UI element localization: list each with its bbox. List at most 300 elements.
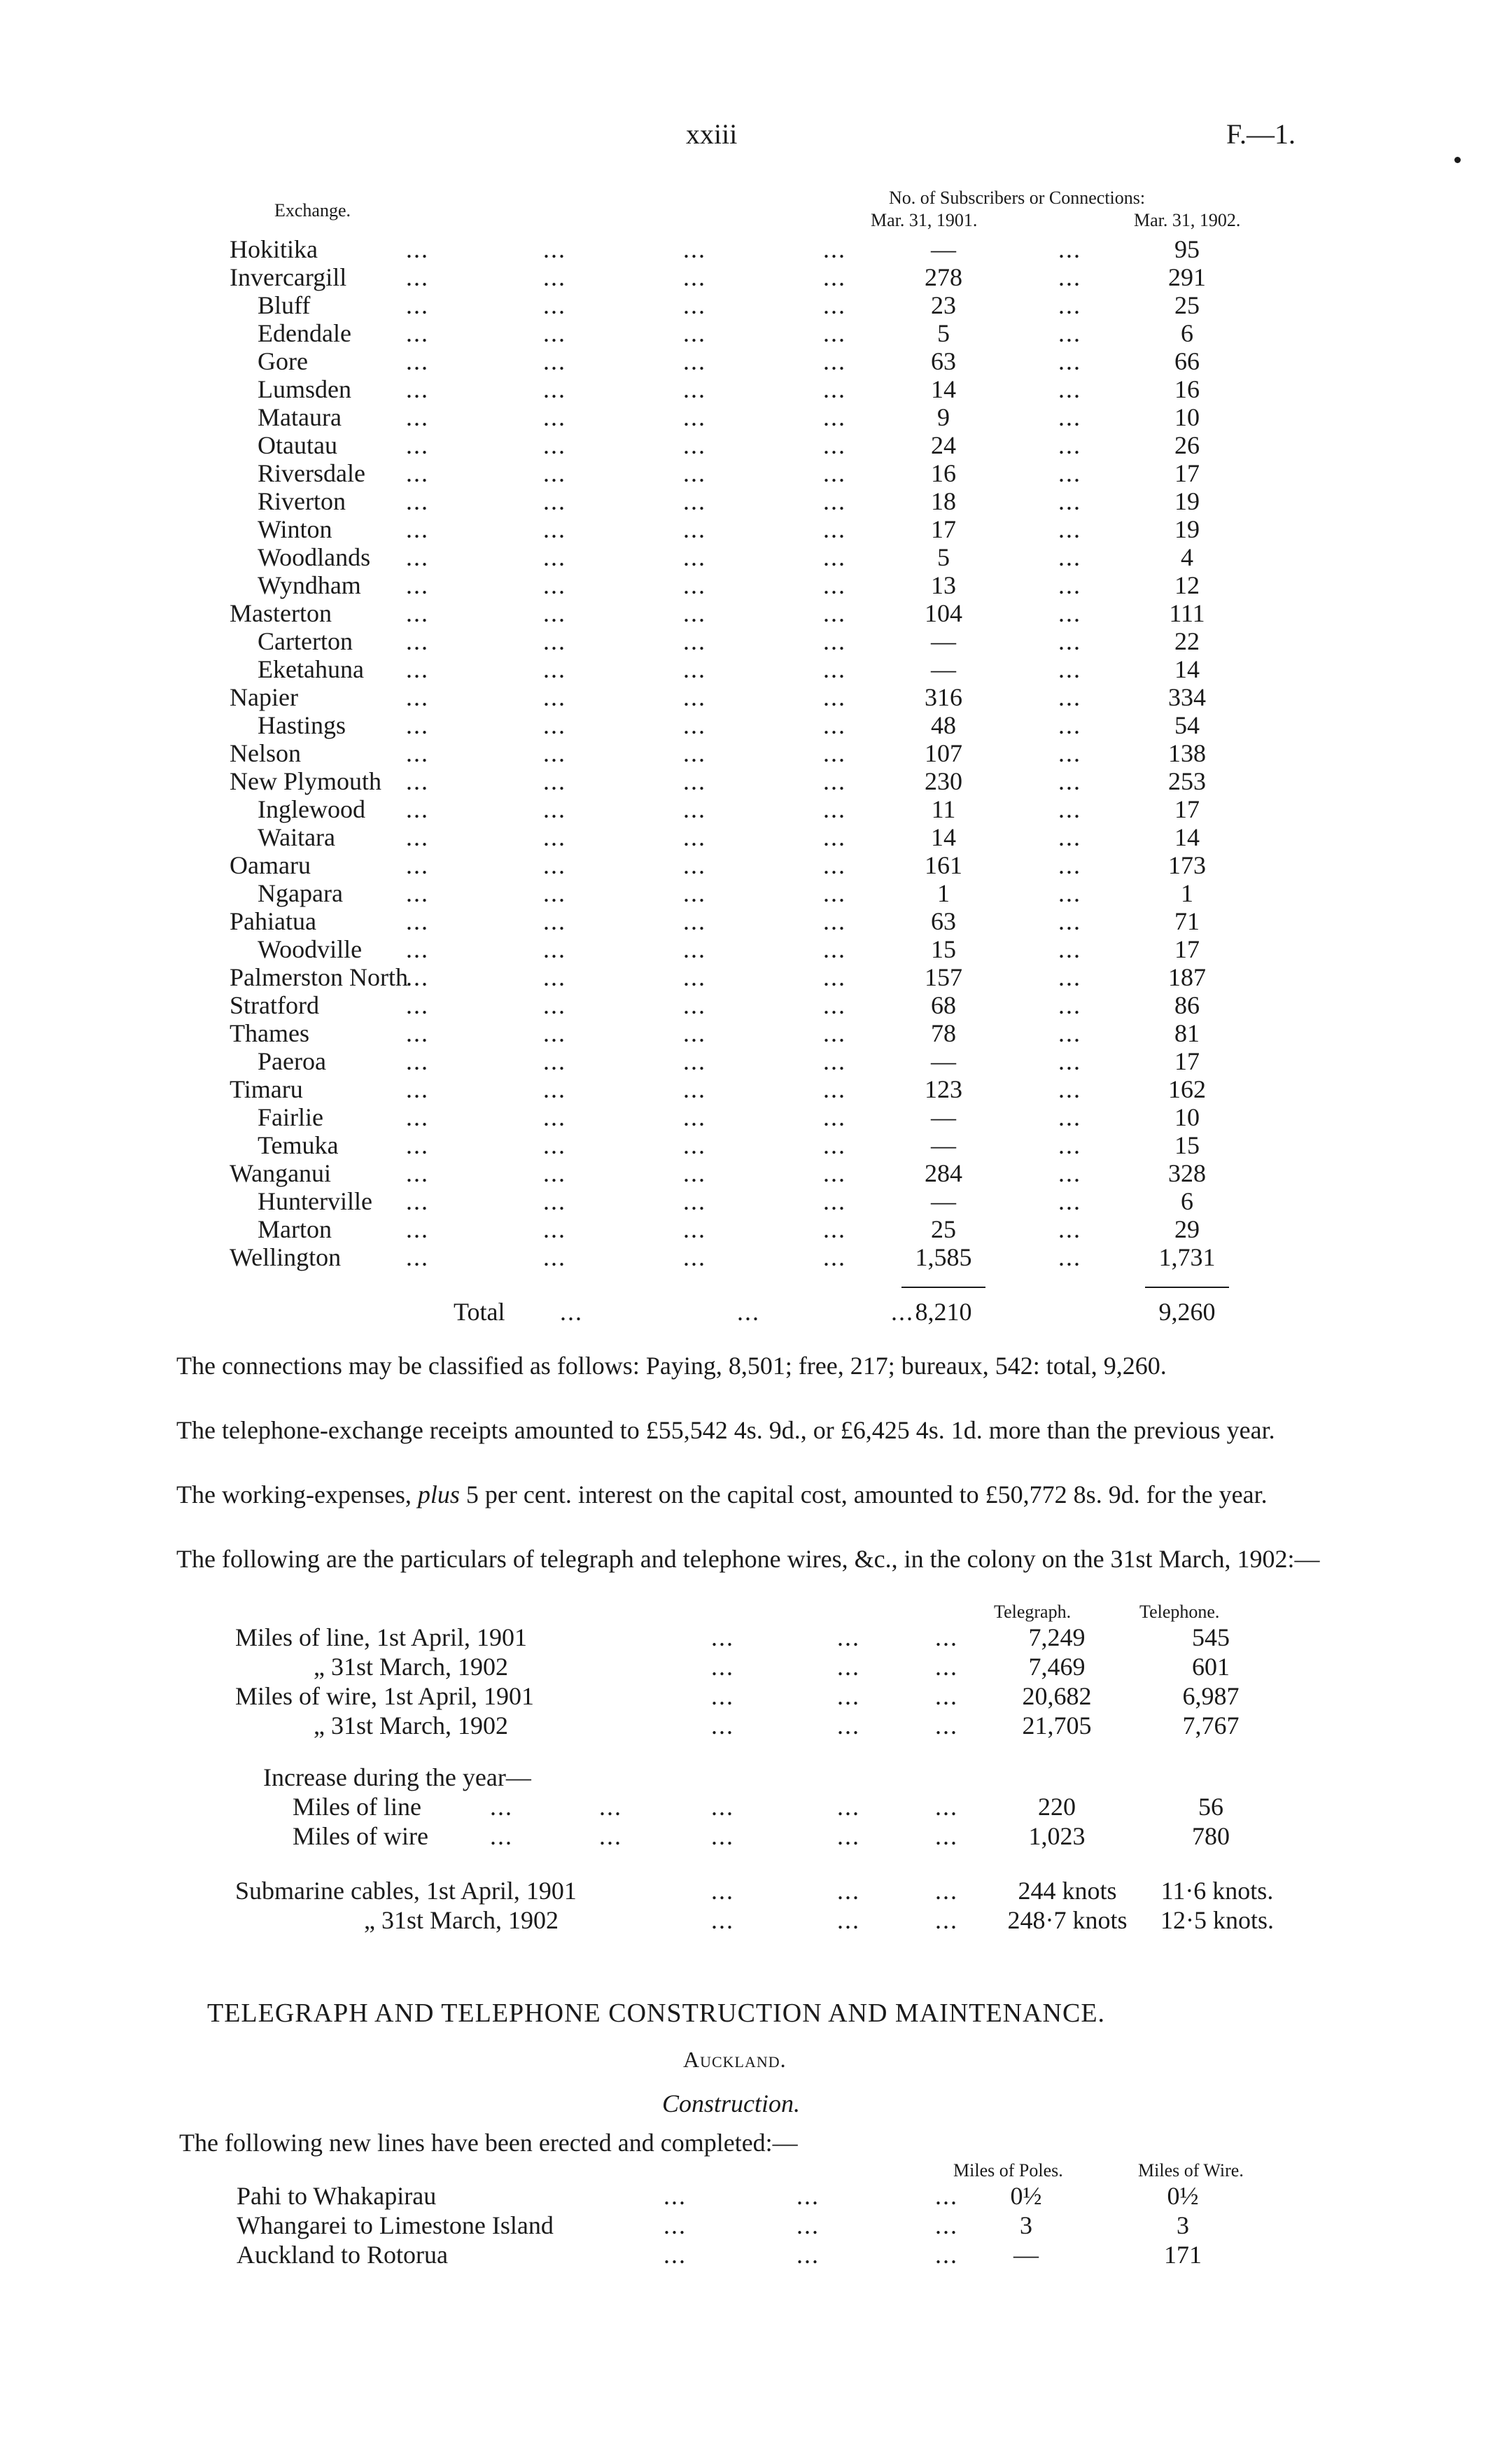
exchange-row [0, 599, 1488, 627]
telegraph-value: 244 knots [1018, 1877, 1117, 1905]
leader-dots: ... [683, 1047, 706, 1075]
value-1902: 81 [1174, 1019, 1200, 1047]
leader-dots: ... [543, 851, 566, 879]
construction-label: Auckland to Rotorua [237, 2241, 448, 2269]
value-1902: 66 [1174, 347, 1200, 375]
leader-dots: ... [823, 795, 846, 823]
exchange-row [0, 459, 1488, 487]
telephone-value: 601 [1192, 1653, 1230, 1681]
leader-dots: ... [406, 263, 429, 291]
total-rule-1901 [901, 1287, 985, 1288]
leader-dots: ... [683, 879, 706, 907]
exchange-row [0, 347, 1488, 375]
leader-dots: ... [837, 1653, 860, 1681]
value-1902: 6 [1181, 319, 1193, 347]
cable-label: „ 31st March, 1902 [364, 1906, 559, 1934]
leader-dots: ... [543, 599, 566, 627]
exchange-name: Hunterville [258, 1187, 372, 1215]
exchange-row [0, 403, 1488, 431]
leader-dots: ... [823, 935, 846, 963]
leader-dots: ... [683, 795, 706, 823]
leader-dots: ... [1058, 879, 1081, 907]
leader-dots: ... [543, 515, 566, 543]
leader-dots: ... [490, 1793, 513, 1821]
value-1902: 26 [1174, 431, 1200, 459]
leader-dots: ... [683, 1019, 706, 1047]
leader-dots: ... [664, 2211, 687, 2239]
leader-dots: ... [683, 347, 706, 375]
value-1902: 19 [1174, 515, 1200, 543]
leader-dots: ... [823, 347, 846, 375]
leader-dots: ... [1058, 1131, 1081, 1159]
leader-dots: ... [823, 1131, 846, 1159]
leader-dots: ... [683, 655, 706, 683]
page-reference: F.—1. [1226, 118, 1296, 150]
leader-dots: ... [935, 2241, 958, 2269]
leader-dots: ... [406, 571, 429, 599]
value-1902: 16 [1174, 375, 1200, 403]
leader-dots: ... [823, 627, 846, 655]
leader-dots: ... [406, 347, 429, 375]
leader-dots: ... [543, 795, 566, 823]
leader-dots: ... [1058, 795, 1081, 823]
wire-value: 171 [1164, 2241, 1202, 2269]
exchange-name: Napier [230, 683, 298, 711]
leader-dots: ... [406, 1215, 429, 1243]
value-1901: 11 [931, 795, 956, 823]
value-1901: 1 [937, 879, 950, 907]
telephone-value: 12·5 knots. [1160, 1906, 1274, 1934]
total-rule-1902 [1145, 1287, 1229, 1288]
header-miles-wire: Miles of Wire. [1138, 2160, 1244, 2180]
value-1901: 123 [925, 1075, 962, 1103]
leader-dots: ... [823, 879, 846, 907]
leader-dots: ... [683, 1159, 706, 1187]
telephone-value: 545 [1192, 1623, 1230, 1651]
value-1902: 54 [1174, 711, 1200, 739]
exchange-row [0, 655, 1488, 683]
telephone-value: 6,987 [1182, 1682, 1240, 1710]
value-1901: 14 [931, 375, 956, 403]
leader-dots: ... [406, 403, 429, 431]
cable-label: Submarine cables, 1st April, 1901 [235, 1877, 577, 1905]
leader-dots: ... [543, 1215, 566, 1243]
leader-dots: ... [683, 739, 706, 767]
leader-dots: ... [1058, 739, 1081, 767]
value-1901: 68 [931, 991, 956, 1019]
value-1902: 253 [1168, 767, 1206, 795]
value-1901: 230 [925, 767, 962, 795]
leader-dots: ... [823, 739, 846, 767]
leader-dots: ... [837, 1793, 860, 1821]
exchange-name: Riverton [258, 487, 346, 515]
value-1902: 162 [1168, 1075, 1206, 1103]
exchange-name: Nelson [230, 739, 301, 767]
leader-dots: ... [683, 375, 706, 403]
leader-dots: ... [406, 851, 429, 879]
value-1901: 5 [937, 543, 950, 571]
value-1902: 86 [1174, 991, 1200, 1019]
telegraph-value: 21,705 [1022, 1712, 1092, 1740]
exchange-name: New Plymouth [230, 767, 382, 795]
exchange-row [0, 739, 1488, 767]
leader-dots: ... [543, 1075, 566, 1103]
telegraph-value: 7,249 [1028, 1623, 1086, 1651]
paragraph-expenses [120, 1480, 1327, 1509]
exchange-row [0, 711, 1488, 739]
value-1901: — [931, 627, 956, 655]
region-heading: Auckland. [683, 2047, 787, 2072]
leader-dots: ... [823, 1075, 846, 1103]
leader-dots: ... [711, 1682, 734, 1710]
leader-dots: ... [406, 319, 429, 347]
leader-dots: ... [683, 515, 706, 543]
leader-dots: ... [406, 1159, 429, 1187]
leader-dots: ... [796, 2241, 820, 2269]
leader-dots: ... [683, 767, 706, 795]
exchange-row [0, 375, 1488, 403]
construction-intro: The following new lines have been erected and completed:— [179, 2129, 798, 2157]
leader-dots: ... [823, 403, 846, 431]
exchange-name: Thames [230, 1019, 309, 1047]
exchange-row [0, 991, 1488, 1019]
leader-dots: ... [543, 1047, 566, 1075]
header-1902: Mar. 31, 1902. [1134, 210, 1241, 230]
exchange-row [0, 1215, 1488, 1243]
leader-dots: ... [406, 1187, 429, 1215]
wires-label: Miles of line, 1st April, 1901 [235, 1623, 527, 1651]
value-1901: 63 [931, 907, 956, 935]
construction-subheading: Construction. [662, 2090, 801, 2118]
leader-dots: ... [1058, 1243, 1081, 1271]
leader-dots: ... [823, 907, 846, 935]
leader-dots: ... [823, 319, 846, 347]
leader-dots: ... [823, 823, 846, 851]
exchange-name: Temuka [258, 1131, 339, 1159]
leader-dots: ... [683, 823, 706, 851]
value-1901: 23 [931, 291, 956, 319]
value-1901: 14 [931, 823, 956, 851]
leader-dots: ... [823, 459, 846, 487]
exchange-column-header: Exchange. [274, 200, 351, 220]
leader-dots: ... [599, 1822, 622, 1850]
total-1901: 8,210 [915, 1298, 972, 1326]
value-1901: — [931, 235, 956, 263]
leader-dots: ... [543, 459, 566, 487]
paragraph-receipts [120, 1415, 1327, 1445]
leader-dots: ... [406, 1103, 429, 1131]
leader-dots: ... [406, 599, 429, 627]
leader-dots: ... [711, 1653, 734, 1681]
exchange-name: Hokitika [230, 235, 318, 263]
leader-dots: ... [1058, 991, 1081, 1019]
exchange-row [0, 823, 1488, 851]
telephone-value: 11·6 knots. [1160, 1877, 1274, 1905]
value-1902: 328 [1168, 1159, 1206, 1187]
leader-dots: ... [1058, 711, 1081, 739]
leader-dots: ... [935, 1793, 958, 1821]
value-1901: 25 [931, 1215, 956, 1243]
paragraph-particulars [120, 1544, 1327, 1574]
leader-dots: ... [823, 683, 846, 711]
leader-dots: ... [543, 991, 566, 1019]
exchange-name: Paeroa [258, 1047, 326, 1075]
construction-row [0, 2240, 1488, 2269]
exchange-row [0, 263, 1488, 291]
telegraph-value: 1,023 [1028, 1822, 1086, 1850]
exchange-name: Riversdale [258, 459, 365, 487]
poles-value: 0½ [1010, 2182, 1042, 2210]
leader-dots: ... [1058, 683, 1081, 711]
increase-label: Miles of wire [293, 1822, 428, 1850]
telephone-value: 56 [1198, 1793, 1223, 1821]
exchange-name: Wyndham [258, 571, 361, 599]
value-1902: 15 [1174, 1131, 1200, 1159]
leader-dots: ... [1058, 1047, 1081, 1075]
leader-dots: ... [711, 1623, 734, 1651]
leader-dots: ... [1058, 571, 1081, 599]
leader-dots: ... [823, 375, 846, 403]
total-row [0, 1298, 1488, 1326]
leader-dots: ... [1058, 1075, 1081, 1103]
exchange-row [0, 1103, 1488, 1131]
leader-dots: ... [406, 487, 429, 515]
leader-dots: ... [406, 291, 429, 319]
leader-dots: ... [1058, 487, 1081, 515]
exchange-name: Carterton [258, 627, 353, 655]
leader-dots: ... [1058, 1215, 1081, 1243]
exchange-row [0, 767, 1488, 795]
leader-dots: ... [837, 1877, 860, 1905]
leader-dots: ... [406, 1243, 429, 1271]
paragraph-expenses-text-a: The working-expenses, [176, 1480, 418, 1508]
header-telegraph: Telegraph. [994, 1602, 1072, 1622]
leader-dots: ... [711, 1712, 734, 1740]
exchange-row [0, 431, 1488, 459]
exchange-row [0, 1243, 1488, 1271]
leader-dots: ... [406, 991, 429, 1019]
leader-dots: ... [711, 1793, 734, 1821]
leader-dots: ... [543, 1019, 566, 1047]
leader-dots: ... [406, 1075, 429, 1103]
leader-dots: ... [683, 991, 706, 1019]
value-1902: 4 [1181, 543, 1193, 571]
leader-dots: ... [406, 795, 429, 823]
value-1902: 111 [1169, 599, 1205, 627]
value-1902: 187 [1168, 963, 1206, 991]
leader-dots: ... [935, 2182, 958, 2210]
value-1902: 25 [1174, 291, 1200, 319]
leader-dots: ... [543, 291, 566, 319]
leader-dots: ... [1058, 655, 1081, 683]
leader-dots: ... [543, 319, 566, 347]
leader-dots: ... [1058, 851, 1081, 879]
value-1901: 63 [931, 347, 956, 375]
paragraph-expenses-emphasis: plus [417, 1480, 460, 1508]
leader-dots: ... [823, 291, 846, 319]
leader-dots: ... [406, 375, 429, 403]
leader-dots: ... [683, 235, 706, 263]
value-1901: — [931, 1131, 956, 1159]
total-dots: ... ... ... [560, 1298, 914, 1326]
leader-dots: ... [543, 935, 566, 963]
exchange-name: Masterton [230, 599, 332, 627]
leader-dots: ... [406, 683, 429, 711]
exchange-name: Wellington [230, 1243, 342, 1271]
leader-dots: ... [823, 487, 846, 515]
value-1901: 278 [925, 263, 962, 291]
exchange-name: Hastings [258, 711, 346, 739]
leader-dots: ... [823, 1187, 846, 1215]
leader-dots: ... [823, 431, 846, 459]
leader-dots: ... [543, 1243, 566, 1271]
exchange-row [0, 1075, 1488, 1103]
leader-dots: ... [823, 767, 846, 795]
paragraph-receipts-text: The telephone-exchange receipts amounted to £55,542 4s. 9d., or £6,425 4s. 1d. more than the previous year. [176, 1416, 1275, 1444]
construction-row [0, 2211, 1488, 2240]
leader-dots: ... [683, 907, 706, 935]
leader-dots: ... [406, 935, 429, 963]
wires-label: „ 31st March, 1902 [314, 1653, 508, 1681]
leader-dots: ... [543, 879, 566, 907]
page-number: xxiii [686, 118, 738, 150]
leader-dots: ... [599, 1793, 622, 1821]
leader-dots: ... [543, 403, 566, 431]
leader-dots: ... [406, 515, 429, 543]
exchange-row [0, 515, 1488, 543]
leader-dots: ... [683, 627, 706, 655]
leader-dots: ... [823, 1019, 846, 1047]
telegraph-value: 220 [1038, 1793, 1076, 1821]
telegraph-value: 7,469 [1028, 1653, 1086, 1681]
leader-dots: ... [823, 1047, 846, 1075]
exchange-name: Waitara [258, 823, 336, 851]
value-1902: 17 [1174, 1047, 1200, 1075]
value-1902: 10 [1174, 1103, 1200, 1131]
leader-dots: ... [543, 627, 566, 655]
leader-dots: ... [1058, 263, 1081, 291]
leader-dots: ... [711, 1877, 734, 1905]
exchange-name: Invercargill [230, 263, 347, 291]
leader-dots: ... [1058, 935, 1081, 963]
increase-row [0, 1792, 1488, 1821]
exchange-name: Stratford [230, 991, 319, 1019]
leader-dots: ... [935, 1623, 958, 1651]
leader-dots: ... [823, 851, 846, 879]
value-1901: — [931, 1047, 956, 1075]
value-1902: 71 [1174, 907, 1200, 935]
leader-dots: ... [823, 543, 846, 571]
leader-dots: ... [1058, 963, 1081, 991]
value-1901: 16 [931, 459, 956, 487]
leader-dots: ... [543, 1131, 566, 1159]
leader-dots: ... [543, 767, 566, 795]
header-miles-poles: Miles of Poles. [953, 2160, 1063, 2180]
leader-dots: ... [543, 487, 566, 515]
value-1901: — [931, 1187, 956, 1215]
wires-row [0, 1711, 1488, 1740]
leader-dots: ... [683, 459, 706, 487]
value-1902: 12 [1174, 571, 1200, 599]
value-1901: 9 [937, 403, 950, 431]
exchange-name: Ngapara [258, 879, 343, 907]
value-1902: 14 [1174, 823, 1200, 851]
leader-dots: ... [823, 655, 846, 683]
wires-row [0, 1681, 1488, 1711]
leader-dots: ... [543, 963, 566, 991]
exchange-row [0, 851, 1488, 879]
leader-dots: ... [406, 1131, 429, 1159]
wires-label: „ 31st March, 1902 [314, 1712, 508, 1740]
poles-value: 3 [1020, 2211, 1032, 2239]
leader-dots: ... [823, 1243, 846, 1271]
leader-dots: ... [543, 907, 566, 935]
exchange-name: Oamaru [230, 851, 311, 879]
leader-dots: ... [1058, 431, 1081, 459]
leader-dots: ... [935, 1906, 958, 1934]
leader-dots: ... [543, 683, 566, 711]
value-1901: 78 [931, 1019, 956, 1047]
leader-dots: ... [543, 571, 566, 599]
value-1902: 17 [1174, 935, 1200, 963]
exchange-row [0, 963, 1488, 991]
exchange-row [0, 487, 1488, 515]
leader-dots: ... [823, 711, 846, 739]
increase-label: Miles of line [293, 1793, 421, 1821]
leader-dots: ... [711, 1822, 734, 1850]
leader-dots: ... [683, 1131, 706, 1159]
exchange-name: Timaru [230, 1075, 303, 1103]
value-1902: 14 [1174, 655, 1200, 683]
cable-row [0, 1905, 1488, 1935]
leader-dots: ... [683, 935, 706, 963]
exchange-name: Bluff [258, 291, 311, 319]
value-1901: 17 [931, 515, 956, 543]
exchange-row [0, 235, 1488, 263]
leader-dots: ... [823, 515, 846, 543]
increase-row [0, 1821, 1488, 1851]
leader-dots: ... [543, 655, 566, 683]
value-1901: — [931, 1103, 956, 1131]
value-1901: 107 [925, 739, 962, 767]
leader-dots: ... [543, 375, 566, 403]
leader-dots: ... [543, 263, 566, 291]
value-1902: 22 [1174, 627, 1200, 655]
exchange-row [0, 795, 1488, 823]
value-1901: 15 [931, 935, 956, 963]
leader-dots: ... [406, 459, 429, 487]
exchange-row [0, 1047, 1488, 1075]
leader-dots: ... [683, 599, 706, 627]
leader-dots: ... [1058, 319, 1081, 347]
leader-dots: ... [683, 1215, 706, 1243]
leader-dots: ... [683, 963, 706, 991]
section-heading: TELEGRAPH AND TELEPHONE CONSTRUCTION AND MAINTENANCE. [207, 1998, 1106, 2028]
leader-dots: ... [406, 1047, 429, 1075]
leader-dots: ... [935, 1877, 958, 1905]
exchange-name: Woodville [258, 935, 363, 963]
leader-dots: ... [683, 403, 706, 431]
leader-dots: ... [796, 2182, 820, 2210]
leader-dots: ... [935, 2211, 958, 2239]
leader-dots: ... [1058, 1103, 1081, 1131]
exchange-name: Palmerston North [230, 963, 408, 991]
value-1902: 95 [1174, 235, 1200, 263]
value-1901: 104 [925, 599, 962, 627]
leader-dots: ... [406, 543, 429, 571]
leader-dots: ... [406, 907, 429, 935]
leader-dots: ... [823, 599, 846, 627]
